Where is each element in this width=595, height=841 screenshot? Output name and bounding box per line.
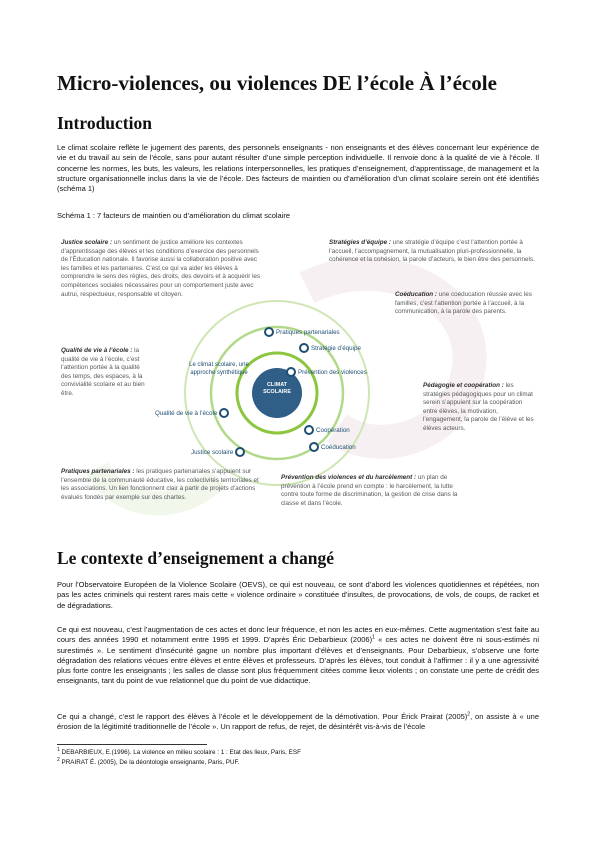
description-pratiques <box>61 468 261 502</box>
paragraph-text: Ce qui est nouveau, c’est l’augmentation de ces actes et donc leur fréquence, et non les actes en eux-mêmes. Cette augmentation s’est faite au cours des années 1990 et notamment entre 1995 et 1999. D’après Éric Debarbieux (2006) <box>57 625 539 645</box>
node-prevention-violences <box>284 367 367 377</box>
node-justice-scolaire <box>191 447 247 457</box>
description-key: Pratiques partenariales : <box>61 468 135 475</box>
description-key: Qualité de vie à l’école : <box>61 347 133 354</box>
description-qualite <box>61 347 147 399</box>
footnote-divider <box>57 744 207 745</box>
node-dot-icon <box>264 327 274 337</box>
description-text: une coéducation réussie avec les familles, c’est l’attention portée à l’accueil, à la communication, à la parole des parents. <box>395 291 532 316</box>
description-pedagogie <box>423 382 537 434</box>
contexte-paragraph-3 <box>57 712 539 733</box>
node-label: Prévention des violences <box>298 368 367 376</box>
description-coeducation <box>395 291 537 317</box>
footnote-ref[interactable]: 2 <box>467 711 471 718</box>
footnote-number: 2 <box>57 756 60 763</box>
description-key: Stratégies d’équipe : <box>329 239 391 246</box>
node-label: Qualité de vie à l’école <box>155 409 218 417</box>
node-dot-icon <box>286 367 296 377</box>
paragraph-text: Ce qui a changé, c’est le rapport des élèves à l’école et le développement de la démotivation. Pour Érick Prairat (2005) <box>57 712 468 721</box>
footnote-text: DEBARBIEUX, E.(1996). La violence en milieu scolaire : 1 : Etat des lieux, Paris, ESF <box>59 749 301 756</box>
description-key: Coéducation : <box>395 291 437 298</box>
figure-caption: Schéma 1 : 7 facteurs de maintien ou d’amélioration du climat scolaire <box>57 211 291 220</box>
paragraph-text: « ces actes ne doivent être ni sous-estimés ni surestimés ». Le sentiment d’insécurité gagne un nombre plus important d’élèves et d’enseignants. Pour Debarbieux, s’observe une forte dégradation des relations vécues entre élèves et entre élèves et professeurs. D’après les élèves, tout conduit à l’affirmer : il y a une agressivité plus forte contre les enseignants ; les salles de classe sont plus fréquemment citées comme lieux violents ; on constate une perte de crédit des enseignants, tant du point de vue relationnel que du point de vue didactique. <box>57 635 539 686</box>
climate-diagram <box>57 228 539 533</box>
description-text: la qualité de vie à l’école, c’est l’attention portée à la qualité des temps, des espaces, à la convivialité scolaire et au bien être. <box>61 347 145 397</box>
paragraph-text: , on assiste à « une érosion de la légitimité traditionnelle de l’école ». Un rapport de refus, de rejet, de désintérêt vis-à-vis de l’école <box>57 712 539 732</box>
node-dot-icon <box>304 425 314 435</box>
description-text: un sentiment de justice améliore les contextes d’apprentissage des élèves et les conditions d’exercice des personnels de l’Éducation nationale. Il favorise aussi la collaboration positive avec les familles et les partenaires. C’est ce qui va aider les élèves à comprendre le sens des règles, des droits, des devoirs et à acquérir les compétences sociales nécessaires pour un comportement juste avec autrui, respectueux, responsable et citoyen. <box>61 239 261 298</box>
footnote-2 <box>57 758 239 767</box>
description-justice <box>61 239 261 299</box>
page-title: Micro-violences, ou violences DE l’école À l’école <box>57 71 497 95</box>
contexte-heading: Le contexte d’enseignement a changé <box>57 548 335 568</box>
node-dot-icon <box>219 408 229 418</box>
footnote-1 <box>57 748 301 757</box>
description-key: Justice scolaire : <box>61 239 113 246</box>
synthetic-approach-label: Le climat scolaire, une approche synthétique <box>189 362 249 376</box>
footnote-text: PRAIRAT É. (2005), De la déontologie enseignante, Paris, PUF. <box>59 759 240 766</box>
node-label: Stratégie d’équipe <box>311 344 361 352</box>
node-dot-icon <box>309 442 319 452</box>
description-key: Pédagogie et coopération : <box>423 382 504 389</box>
footnote-ref[interactable]: 1 <box>372 634 375 641</box>
node-dot-icon <box>299 343 309 353</box>
footnote-number: 1 <box>57 746 60 753</box>
contexte-paragraph-1: Pour l’Observatoire Européen de la Violence Scolaire (OEVS), ce qui est nouveau, ce sont d’abord les violences quotidiennes et répétées, non pas les actes criminels qui restent rares mais cette « violence ordinaire » constituée d’insultes, de provocations, de vols, de coups, de racket et de dégradations. <box>57 580 539 610</box>
contexte-paragraph-2 <box>57 625 539 687</box>
node-strategie-equipe <box>297 343 361 353</box>
description-text: les pratiques partenariales s’appuient sur l’ensemble de la communauté éducative, les collectivités territoriales et les associations. Un lien fonctionnent clair à partir de projets d’actions évalués fondés par exemple sur des chartes. <box>61 468 259 501</box>
node-dot-icon <box>235 447 245 457</box>
description-text: une stratégie d’équipe c’est l’attention portée à l’accueil, l’accompagnement, la mutualisation pluri-professionnelle, la cohérence et la cohésion, la parole d’acteurs, le bien être des personnels. <box>329 239 535 264</box>
description-text: un plan de prévention à l’école prend en compte : le harcèlement, la lutte contre toute forme de discrimination, la gestion de crise dans la classe et dans l’école. <box>281 474 458 507</box>
node-coeducation <box>307 442 356 452</box>
node-label: Coopération <box>316 426 350 434</box>
introduction-paragraph: Le climat scolaire reflète le jugement des parents, des personnels enseignants - non enseignants et des élèves concernant leur expérience de vie et du travail au sein de l’école, sans pour autant résulter d’une simple perception individuelle. Il renvoie donc à la qualité de vie à l’école. Il concerne les normes, les buts, les valeurs, les relations interpersonnelles, les pratiques d’enseignement, d’apprentissage, de management et la structure organisationnelle inclus dans la vie de l’école. Des facteurs de maintien ou d’amélioration d’un climat scolaire serein ont été identifiés (schéma 1) <box>57 143 539 194</box>
node-label: Coéducation <box>321 443 356 451</box>
center-label: CLIMAT SCOLAIRE <box>263 382 291 395</box>
node-pratiques-partenariales <box>262 327 340 337</box>
node-label: Justice scolaire <box>191 448 234 456</box>
node-qualite-vie <box>155 408 231 418</box>
introduction-heading: Introduction <box>57 113 152 133</box>
node-label: Pratiques partenariales <box>276 328 340 336</box>
node-cooperation <box>302 425 350 435</box>
description-key: Prévention des violences et du harcèlement : <box>281 474 417 481</box>
description-prevention <box>281 474 471 508</box>
description-strategie <box>329 239 537 265</box>
description-text: les stratégies pédagogiques pour un climat serein s’appuient sur la coopération entre élèves, la motivation, l’engagement, la parole de l’élève et les élèves acteurs. <box>423 382 534 432</box>
